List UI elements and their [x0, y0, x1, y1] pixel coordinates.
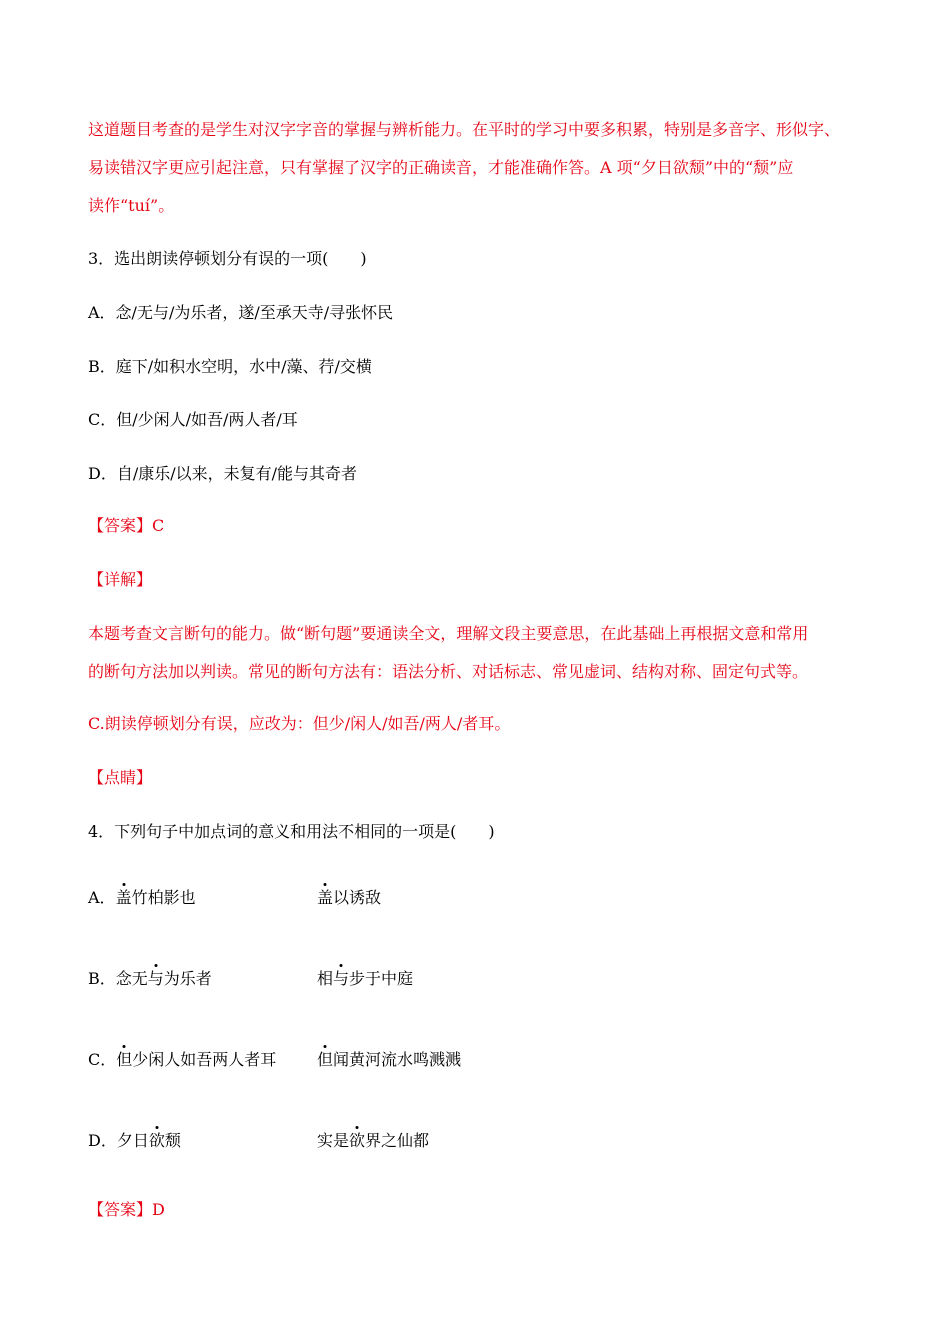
- q3-option-b: B．庭下/如积水空明，水中/藻、荇/交横: [88, 357, 372, 376]
- q3-option-d: D．自/康乐/以来，未复有/能与其奇者: [88, 464, 358, 483]
- dotted-word: 欲: [349, 1131, 366, 1150]
- option-letter: B．: [88, 969, 116, 988]
- q4-option-b-right: 相与步于中庭: [317, 969, 414, 988]
- question-3-stem: 3．选出朗读停顿划分有误的一项( ): [88, 249, 367, 268]
- q3-detail-label: 【详解】: [88, 570, 153, 589]
- answer-value: C: [152, 516, 165, 535]
- q3-detail-line: C.朗读停顿划分有误，应改为：但少/闲人/如吾/两人/者耳。: [88, 714, 511, 733]
- q4-option-a-right: 盖以诱敌: [317, 888, 382, 907]
- q4-option-b-left: B．念无与为乐者: [88, 969, 212, 988]
- dotted-word: 欲: [148, 1131, 165, 1150]
- dotted-word: 盖: [115, 888, 132, 907]
- dotted-word: 但: [116, 1050, 133, 1069]
- q3-pointer-label: 【点睛】: [88, 768, 153, 787]
- option-letter: D．: [88, 1131, 117, 1150]
- explanation-line: 这道题目考查的是学生对汉字字音的掌握与辨析能力。在平时的学习中要多积累，特别是多音字、形似字、: [88, 120, 841, 139]
- dotted-word: 盖: [317, 888, 334, 907]
- dotted-word: 与: [147, 969, 164, 988]
- q3-option-c: C．但/少闲人/如吾/两人者/耳: [88, 410, 298, 429]
- explanation-line: 读作“tuí”。: [88, 196, 175, 215]
- answer-value: D: [152, 1200, 165, 1219]
- q3-option-a: A．念/无与/为乐者，遂/至承天寺/寻张怀民: [88, 303, 394, 322]
- q3-answer: [88, 516, 164, 536]
- q3-detail-line: 本题考查文言断句的能力。做“断句题”要通读全文，理解文段主要意思，在此基础上再根据文意和常用: [88, 624, 809, 643]
- explanation-line: 易读错汉字更应引起注意，只有掌握了汉字的正确读音，才能准确作答。A 项“夕日欲颓”中的“颓”应: [88, 158, 794, 177]
- answer-label: 【答案】: [88, 516, 153, 535]
- option-letter: A．: [88, 888, 116, 907]
- option-letter: C．: [88, 1050, 117, 1069]
- q4-answer: [88, 1200, 165, 1220]
- q4-option-d-right: 实是欲界之仙都: [317, 1131, 430, 1150]
- dotted-word: 但: [317, 1050, 334, 1069]
- q4-option-c-right: 但闻黄河流水鸣溅溅: [317, 1050, 462, 1069]
- dotted-word: 与: [333, 969, 350, 988]
- q4-option-c-left: C．但少闲人如吾两人者耳: [88, 1050, 277, 1069]
- q4-option-a-left: A．盖竹柏影也: [88, 888, 196, 907]
- q4-option-d-left: D．夕日欲颓: [88, 1131, 181, 1150]
- q3-detail-line: 的断句方法加以判读。常见的断句方法有：语法分析、对话标志、常见虚词、结构对称、固定句式等。: [88, 662, 809, 681]
- answer-label: 【答案】: [88, 1200, 153, 1219]
- question-4-stem: 4．下列句子中加点词的意义和用法不相同的一项是( ): [88, 822, 495, 841]
